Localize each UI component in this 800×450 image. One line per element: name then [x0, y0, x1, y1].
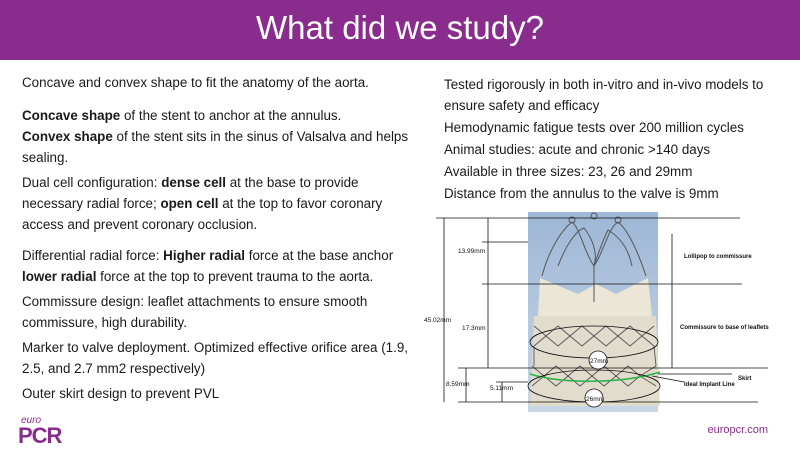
higher-radial-bold: Higher radial: [163, 248, 246, 263]
right-item-tested: Tested rigorously in both in-vitro and in-vivo models to ensure safety and efficacy: [444, 77, 764, 113]
concave-text: of the stent to anchor at the annulus.: [120, 108, 342, 123]
diff-text-b: force at the base anchor: [245, 248, 394, 263]
lower-radial-bold: lower radial: [22, 269, 97, 284]
label-base-inner: 5.11mm: [490, 385, 513, 392]
concave-bold: Concave shape: [22, 108, 121, 123]
dual-text-c: at the top to favor coronary access and prevent coronary occlusion.: [22, 196, 383, 232]
valve-diagram: [422, 206, 782, 416]
label-mid-section: 17.3mm: [462, 325, 486, 332]
left-column: [22, 72, 422, 404]
label-skirt: Skirt: [738, 376, 752, 382]
commissure-paragraph: Commissure design: leaflet attachments to ensure smooth commissure, high durability.: [22, 294, 368, 330]
convex-paragraph: [22, 126, 422, 168]
label-lollipop: Lollipop to commissure: [684, 254, 752, 260]
right-item-sizes: Available in three sizes: 23, 26 and 29mm: [444, 164, 693, 179]
dual-text-b: at the base to provide necessary radial force;: [22, 175, 359, 211]
concave-paragraph: [22, 105, 422, 126]
right-column: [444, 74, 794, 205]
title-bar: [0, 0, 800, 60]
open-cell-bold: open cell: [160, 196, 219, 211]
right-item-distance: Distance from the annulus to the valve is 9mm: [444, 186, 719, 201]
website-link[interactable]: europcr.com: [707, 424, 768, 436]
right-item-fatigue: Hemodynamic fatigue tests over 200 million cycles: [444, 120, 744, 135]
valve-diagram-svg: [422, 206, 782, 416]
diff-text-a: Differential radial force:: [22, 248, 164, 263]
marker-paragraph: Marker to valve deployment. Optimized effective orifice area (1.9, 2.5, and 2.7 mm2 respectively): [22, 340, 409, 376]
radial-force-paragraph: [22, 245, 422, 287]
label-lower-diameter: 26mm: [586, 396, 605, 403]
intro-text: Concave and convex shape to fit the anatomy of the aorta.: [22, 75, 369, 90]
label-base-left: 8.59mm: [446, 381, 470, 388]
label-upper-diameter: 27mm: [590, 358, 609, 365]
label-top-section: 13.99mm: [458, 248, 486, 255]
label-commissure: Commissure to base of leaflets: [680, 325, 769, 331]
logo-euro: euro: [21, 415, 42, 426]
dense-cell-bold: dense cell: [161, 175, 226, 190]
logo-pcr: PCR: [18, 423, 62, 448]
slide-title: What did we study?: [256, 9, 544, 46]
right-item-animal: Animal studies: acute and chronic >140 days: [444, 142, 711, 157]
label-total-height: 45.02mm: [424, 317, 452, 324]
diff-text-c: force at the top to prevent trauma to the aorta.: [96, 269, 374, 284]
convex-text: of the stent sits in the sinus of Valsalva and helps sealing.: [22, 129, 409, 165]
dual-cell-paragraph: [22, 172, 422, 235]
skirt-paragraph: Outer skirt design to prevent PVL: [22, 386, 220, 401]
label-implant: Ideal Implant Line: [684, 382, 735, 388]
convex-bold: Convex shape: [22, 129, 113, 144]
dual-text-a: Dual cell configuration:: [22, 175, 162, 190]
